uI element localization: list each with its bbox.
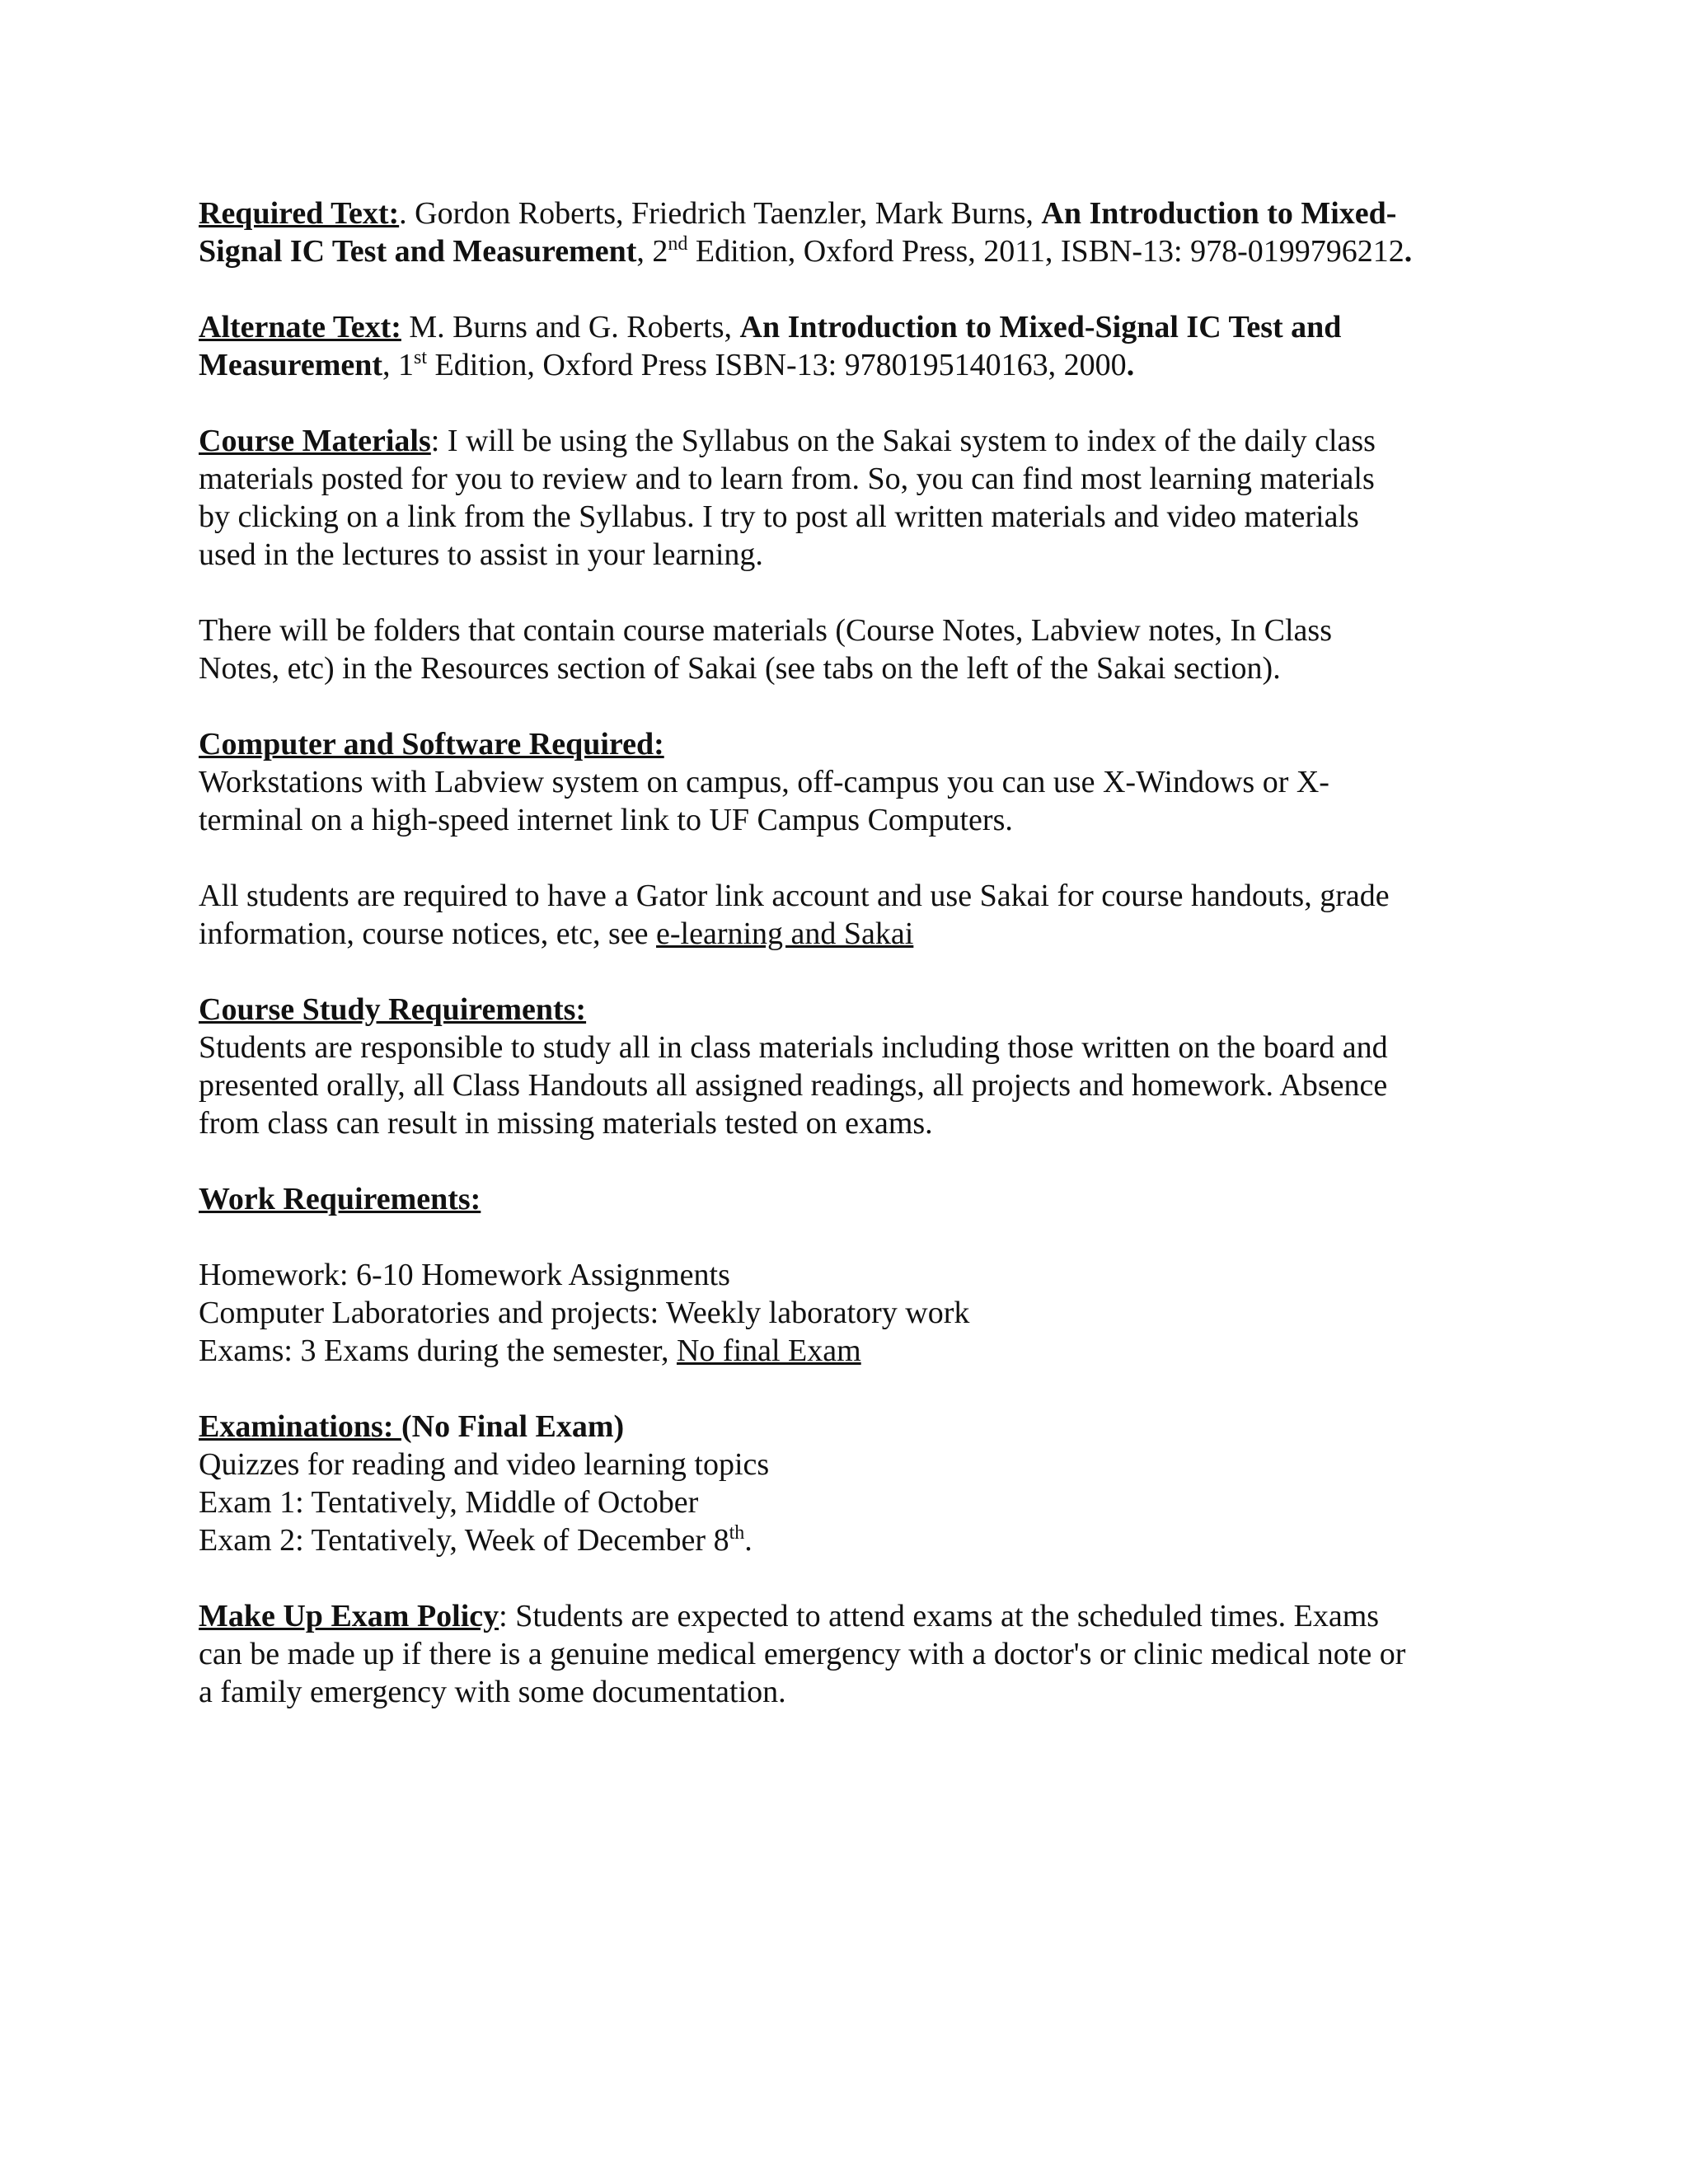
alternate-text-book-title: An Introduction to Mixed-Signal IC Test and [739,310,1342,344]
study-requirements-heading: Course Study Requirements: [199,992,587,1027]
required-text-line-1: Required Text:. Gordon Roberts, Friedrich Taenzler, Mark Burns, An Introduction to Mixed- [199,196,1397,231]
alternate-text-heading: Alternate Text: [199,310,401,344]
makeup-policy-heading: Make Up Exam Policy [199,1599,499,1633]
exam2-item: Exam 2: Tentatively, Week of December 8th. [199,1522,753,1558]
labs-item: Computer Laboratories and projects: Weekly laboratory work [199,1296,970,1330]
quizzes-item: Quizzes for reading and video learning topics [199,1447,770,1482]
examinations-heading: Examinations: [199,1409,401,1444]
work-requirements-heading: Work Requirements: [199,1182,481,1216]
required-text-line-2: Signal IC Test and Measurement, 2nd Edition, Oxford Press, 2011, ISBN-13: 978-0199796212. [199,233,1413,269]
homework-item: Homework: 6-10 Homework Assignments [199,1258,730,1292]
required-text-section [199,194,1501,270]
computer-software-heading: Computer and Software Required: [199,727,664,762]
makeup-policy-section: Make Up Exam Policy: Students are expected to attend exams at the scheduled times. Exams can be made up if there is a genuine medical emergency with a doctor's or clinic medical note or a family emergency with some documentation. [199,1599,1406,1709]
work-requirements-list [199,1256,1501,1370]
study-requirements-section: Course Study Requirements: Students are responsible to study all in class materials including those written on the board and presented orally, all Class Handouts all assigned readings, all projects and homework. Absence from class can result in missing materials tested on exams. [199,991,1501,1142]
course-materials-section: Course Materials: I will be using the Syllabus on the Sakai system to index of the daily class materials posted for you to review and to learn from. So, you can find most learning materials by clicking on a link from the Syllabus. I try to post all written materials and video materials used in the lectures to assist in your learning. [199,424,1376,572]
computer-software-section: Computer and Software Required: Workstations with Labview system on campus, off-campus you can use X-Windows or X- terminal on a high-speed internet link to UF Campus Computers. [199,725,1501,839]
gator-link-paragraph: All students are required to have a Gator link account and use Sakai for course handouts, grade information, course notices, etc, see e-learning and Sakai [199,879,1390,951]
alternate-text-line-2: Measurement, 1st Edition, Oxford Press ISBN-13: 9780195140163, 2000. [199,347,1135,382]
folders-paragraph: There will be folders that contain course materials (Course Notes, Labview notes, In Class Notes, etc) in the Resources section of Sakai (see tabs on the left of the Sakai section). [199,613,1332,686]
examinations-section: Examinations: (No Final Exam) Quizzes for reading and video learning topics Exam 1: Tentatively, Middle of October Exam 2: Tentatively, Week of December 8th. [199,1408,1501,1559]
alternate-text-line-1: Alternate Text: M. Burns and G. Roberts, An Introduction to Mixed-Signal IC Test and [199,310,1342,344]
alternate-text-section [199,308,1501,384]
required-text-book-title: An Introduction to Mixed- [1041,196,1397,231]
e-learning-sakai-link[interactable]: e-learning and Sakai [656,916,914,951]
required-text-heading: Required Text: [199,196,400,231]
work-requirements-heading-block [199,1180,1501,1218]
syllabus-page [199,194,1501,1749]
exams-item: Exams: 3 Exams during the semester, No final Exam [199,1333,861,1368]
exam1-item: Exam 1: Tentatively, Middle of October [199,1485,699,1520]
course-materials-heading: Course Materials [199,424,431,458]
